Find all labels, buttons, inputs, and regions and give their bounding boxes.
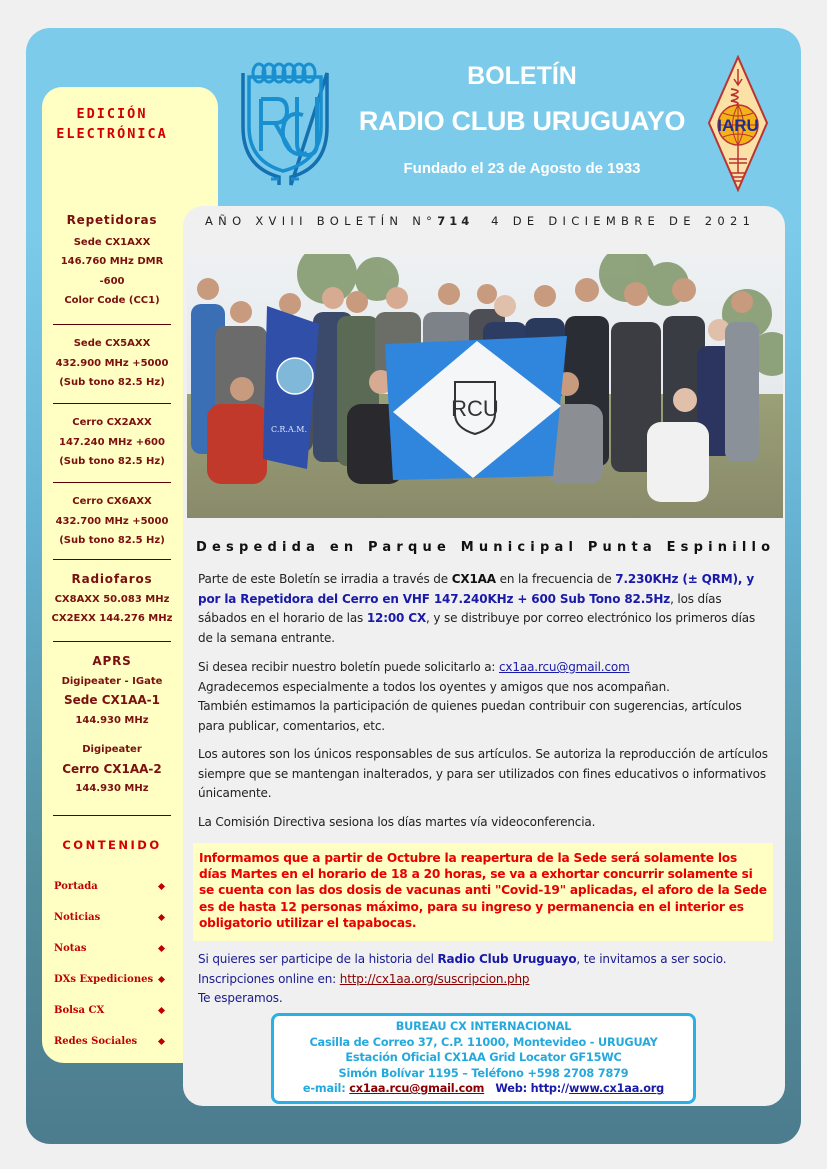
- table-of-contents: [54, 871, 166, 1057]
- membership-invite: Si quieres ser participe de la historia del Radio Club Uruguayo, te invitamos a ser socio. Inscripciones online en: http://cx1aa.org/suscripcion.php Te esperamos.: [198, 952, 727, 1005]
- issue-number: 714: [437, 214, 474, 228]
- bureau-web-link[interactable]: www.cx1aa.org: [568, 1082, 665, 1095]
- rcu-logo: [233, 55, 337, 187]
- repeater-cx2axx: Cerro CX2AXX 147.240 MHz +600 (Sub tono 82.5 Hz): [59, 417, 165, 467]
- beacons-heading: Radiofaros: [71, 572, 153, 586]
- bureau-phone: Simón Bolívar 1195 – Teléfono +598 2708 7879: [338, 1066, 629, 1080]
- bulletin-title: BOLETÍN: [467, 62, 577, 90]
- issue-date: 4 DE DICIEMBRE DE 2021: [491, 214, 756, 228]
- svg-text:IARU: IARU: [717, 116, 759, 135]
- bullet-icon: [158, 1038, 165, 1045]
- bullet-icon: [158, 914, 165, 921]
- bureau-contact-box: BUREAU CX INTERNACIONAL Casilla de Correo 37, C.P. 11000, Montevideo - URUGUAY Estación Oficial CX1AA Grid Locator GF15WC Simón Bolívar 1195 – Teléfono +598 2708 7879 e-mail: cx1aa.rcu@gmail.com Web: http://www.cx1aa.org: [271, 1013, 696, 1104]
- divider: [53, 641, 171, 642]
- repeater-cx5axx: Sede CX5AXX 432.900 MHz +5000 (Sub tono 82.5 Hz): [55, 338, 169, 388]
- beacons-section: Radiofaros CX8AXX 50.083 MHz CX2EXX 144.276 MHz: [42, 570, 182, 629]
- club-name-highlight: Radio Club Uruguayo: [437, 952, 577, 966]
- station-callsign: CX1AA: [451, 572, 496, 586]
- club-name: RADIO CLUB URUGUAYO: [358, 106, 686, 136]
- aprs-heading: APRS: [92, 654, 132, 668]
- toc-item-notas[interactable]: Notas: [54, 933, 166, 964]
- founded-date: Fundado el 23 de Agosto de 1933: [403, 160, 641, 177]
- bureau-heading: BUREAU CX INTERNACIONAL: [395, 1020, 572, 1033]
- divider: [53, 324, 171, 325]
- bureau-address: Casilla de Correo 37, C.P. 11000, Montevideo - URUGUAY: [309, 1035, 658, 1049]
- edition-label: EDICIÓN ELECTRÓNICA: [56, 106, 168, 142]
- toc-item-bolsa-cx[interactable]: Bolsa CX: [54, 995, 166, 1026]
- subscription-email-link[interactable]: cx1aa.rcu@gmail.com: [498, 660, 630, 674]
- repeater-cx6axx: Cerro CX6AXX 432.700 MHz +5000 (Sub tono 82.5 Hz): [55, 496, 169, 546]
- issue-info: AÑO XVIII BOLETÍN N°714 4 DE DICIEMBRE DE 2021: [205, 214, 756, 228]
- toc-item-dx-expediciones[interactable]: DXs Expediciones: [54, 964, 166, 995]
- broadcast-time: 12:00 CX: [366, 611, 427, 625]
- svg-text:C.R.A.M.: C.R.A.M.: [271, 425, 307, 434]
- bullet-icon: [158, 883, 165, 890]
- subscription-url-link[interactable]: http://cx1aa.org/suscripcion.php: [339, 971, 530, 986]
- repeaters-heading: Repetidoras: [66, 213, 158, 227]
- divider: [53, 815, 171, 816]
- broadcast-frequency: 7.230KHz (± QRM), y por la Repetidora del Cerro en VHF 147.240KHz + 600 Sub Tono 82.5Hz: [198, 572, 755, 606]
- authors-disclaimer: Los autores son los únicos responsables de sus artículos. Se autoriza la reproducción de artículos siempre que se mantengan inalterados, y para ser utilizados con fines educativos o informativos únicamente.: [198, 747, 768, 800]
- bureau-email-link[interactable]: cx1aa.rcu@gmail.com: [349, 1082, 485, 1095]
- repeaters-section: Repetidoras Sede CX1AXX 146.760 MHz DMR -600 Color Code (CC1): [42, 211, 182, 311]
- toc-item-portada[interactable]: Portada: [54, 871, 166, 902]
- toc-item-noticias[interactable]: Noticias: [54, 902, 166, 933]
- group-photo: [187, 254, 783, 518]
- aprs-section: APRS Digipeater - IGate Sede CX1AA-1 144.930 MHz Digipeater Cerro CX1AA-2 144.930 MHz: [42, 652, 182, 799]
- iaru-logo: [707, 55, 769, 192]
- bullet-icon: [158, 945, 165, 952]
- bullet-icon: [158, 976, 165, 983]
- subscription-paragraph: Si desea recibir nuestro boletín puede solicitarlo a: cx1aa.rcu@gmail.com Agradecemos especialmente a todos los oyentes y amigos que nos acompañan. También estimamos la participación de quienes puedan contribuir con sugerencias, artículos para publicar, comentarios, etc.: [198, 660, 742, 733]
- bullet-icon: [158, 1007, 165, 1014]
- divider: [53, 559, 171, 560]
- article-title: Despedida en Parque Municipal Punta Espinillo: [196, 540, 776, 555]
- toc-item-redes-sociales[interactable]: Redes Sociales: [54, 1026, 166, 1057]
- divider: [53, 403, 171, 404]
- divider: [53, 482, 171, 483]
- broadcast-info-paragraph: Parte de este Boletín se irradia a través de CX1AA en la frecuencia de 7.230KHz (± QRM), y por la Repetidora del Cerro en VHF 147.240KHz + 600 Sub Tono 82.5Hz, los días sábados en el horario de las 12:00 CX, y se distribuye por correo electrónico los primeros días de la semana entrante.: [198, 572, 756, 645]
- bureau-station: Estación Oficial CX1AA Grid Locator GF15WC: [345, 1051, 622, 1064]
- svg-text:RCU: RCU: [451, 396, 499, 421]
- contents-heading: CONTENIDO: [62, 838, 162, 852]
- board-meeting-note: La Comisión Directiva sesiona los días martes vía videoconferencia.: [198, 815, 596, 829]
- reopening-notice: Informamos que a partir de Octubre la reapertura de la Sede será solamente los días Martes en el horario de 18 a 20 horas, se va a exhortar concurrir solamente si se cuenta con las dos dosis de vacunas anti "Covid-19" aplicadas, el aforo de la Sede es de hasta 12 personas máximo, para su ingreso y permanencia en el interior es obligatorio utilizar el tapabocas.: [193, 843, 773, 941]
